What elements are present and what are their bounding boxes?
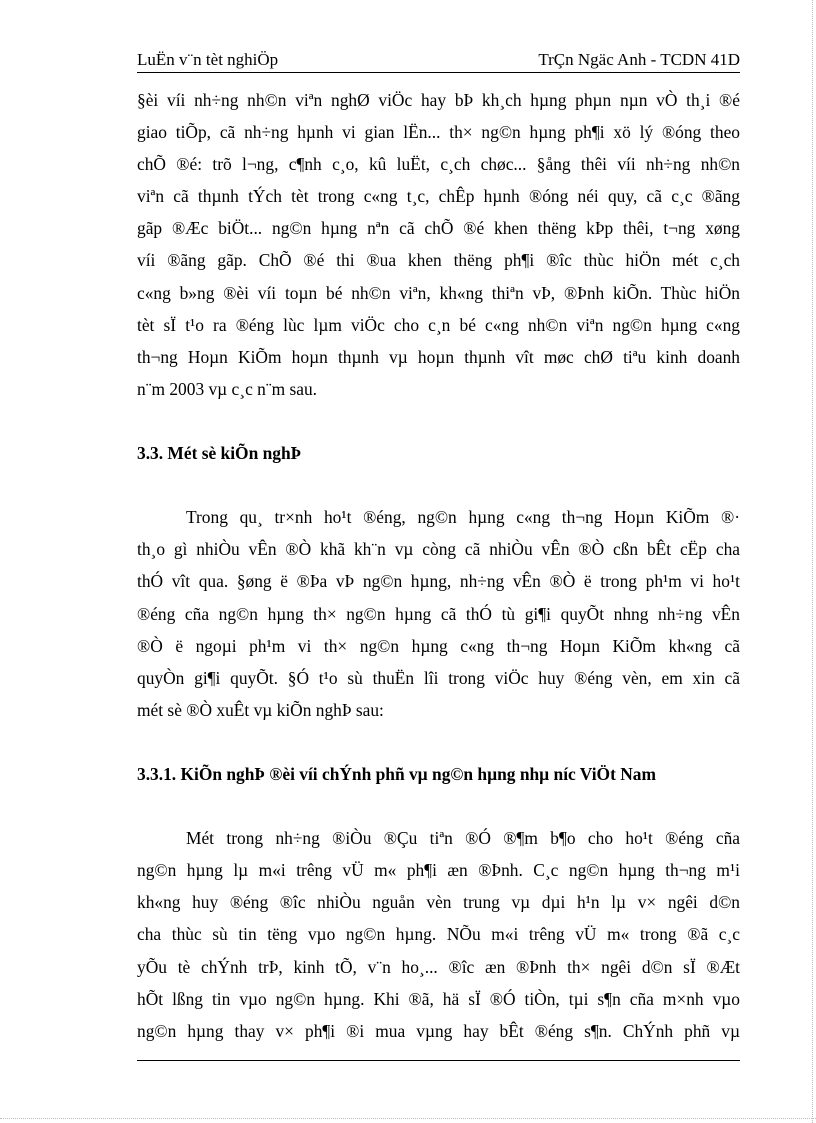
paragraph-line: giao tiÕp, cã nh÷ng hµnh vi gian lËn... th× ng©n hµng ph¶i xö lý ®óng theo <box>137 122 740 143</box>
section-heading: 3.3. Mét sè kiÕn nghÞ <box>137 443 302 464</box>
paragraph-line: Mét trong nh÷ng ®iÒu ®Çu tiªn ®Ó ®¶m b¶o cho ho¹t ®éng cña <box>186 828 740 849</box>
subsection-heading: 3.3.1. KiÕn nghÞ ®èi víi chÝnh phñ vµ ng©n hµng nhµ níc ViÖt Nam <box>137 763 656 784</box>
header-author: TrÇn Ngäc Anh - TCDN 41D <box>538 50 740 69</box>
paragraph-line: th¬ng Hoµn KiÕm hoµn thµnh vµ hoµn thµnh vît møc chØ tiªu kinh doanh <box>137 346 740 367</box>
paragraph-line: yÕu tè chÝnh trÞ, kinh tÕ, v¨n ho¸... ®îc æn ®Þnh th× ngêi d©n sÏ ®Æt <box>137 956 740 977</box>
paragraph-line: tèt sÏ t¹o ra ®éng lùc lµm viÖc cho c¸n bé c«ng nh©n viªn ng©n hµng c«ng <box>137 314 740 335</box>
paragraph-line: ®éng cña ng©n hµng th× ng©n hµng cã thÓ tù gi¶i quyÕt nhng nh÷ng vÊn <box>137 603 740 624</box>
header-thesis-title: LuËn v¨n tèt nghiÖp <box>137 50 279 69</box>
paragraph-line: n¨m 2003 vµ c¸c n¨m sau. <box>137 378 318 399</box>
paragraph-line: hÕt lßng tin vµo ng©n hµng. Khi ®ã, hä sÏ ®Ó tiÒn, tµi s¶n cña m×nh vµo <box>137 988 740 1009</box>
page-edge-right <box>812 0 814 1123</box>
footer-rule <box>137 1060 740 1061</box>
paragraph-line: gãp ®Æc biÖt... ng©n hµng nªn cã chÕ ®é khen thëng kÞp thêi, t¬ng xøng <box>137 218 740 239</box>
paragraph-line: ®Ò ë ngoµi ph¹m vi th× ng©n hµng c«ng th¬ng Hoµn KiÕm kh«ng cã <box>137 635 740 656</box>
page-edge-bottom <box>0 1118 816 1120</box>
paragraph-line: chÕ ®é: trõ l¬ng, c¶nh c¸o, kû luËt, c¸ch chøc... §ång thêi víi nh÷ng nh©n <box>137 154 740 175</box>
paragraph-line: thÓ vît qua. §øng ë ®Þa vÞ ng©n hµng, nh÷ng vÊn ®Ò ë trong ph¹m vi ho¹t <box>137 571 740 592</box>
paragraph-line: th¸o gì nhiÒu vÊn ®Ò khã kh¨n vµ còng cã nhiÒu vÊn ®Ò cßn bÊt cËp cha <box>137 539 740 560</box>
paragraph-line: cha thùc sù tin tëng vµo ng©n hµng. NÕu m«i trêng vÜ m« trong ®ã c¸c <box>137 924 740 945</box>
paragraph-line: Trong qu¸ tr×nh ho¹t ®éng, ng©n hµng c«ng th¬ng Hoµn KiÕm ®· <box>186 507 740 528</box>
document-body <box>137 84 740 1047</box>
paragraph-line: ng©n hµng thay v× ph¶i ®i mua vµng hay bÊt ®éng s¶n. ChÝnh phñ vµ <box>137 1020 740 1041</box>
paragraph-line: víi ®ãng gãp. ChÕ ®é thi ®ua khen thëng ph¶i ®îc thùc hiÖn mét c¸ch <box>137 250 740 271</box>
paragraph-line: ng©n hµng lµ m«i trêng vÜ m« ph¶i æn ®Þnh. C¸c ng©n hµng th¬ng m¹i <box>137 860 740 881</box>
paragraph-line: viªn cã thµnh tÝch tèt trong c«ng t¸c, chÊp hµnh ®óng néi quy, cã c¸c ®ãng <box>137 186 740 207</box>
paragraph-line: §èi víi nh÷ng nh©n viªn nghØ viÖc hay bÞ kh¸ch hµng phµn nµn vÒ th¸i ®é <box>137 90 740 110</box>
paragraph-line: mét sè ®Ò xuÊt vµ kiÕn nghÞ sau: <box>137 699 384 720</box>
paragraph-line: c«ng b»ng ®èi víi toµn bé nh©n viªn, kh«ng thiªn vÞ, ®Þnh kiÕn. Thùc hiÖn <box>137 282 740 303</box>
paragraph-line: quyÒn gi¶i quyÕt. §Ó t¹o sù thuËn lîi trong viÖc huy ®éng vèn, em xin cã <box>137 667 740 688</box>
paragraph-line: kh«ng huy ®éng ®îc nhiÒu nguån vèn trung vµ dµi h¹n lµ v× ngêi d©n <box>137 892 740 913</box>
page-header <box>137 50 740 73</box>
